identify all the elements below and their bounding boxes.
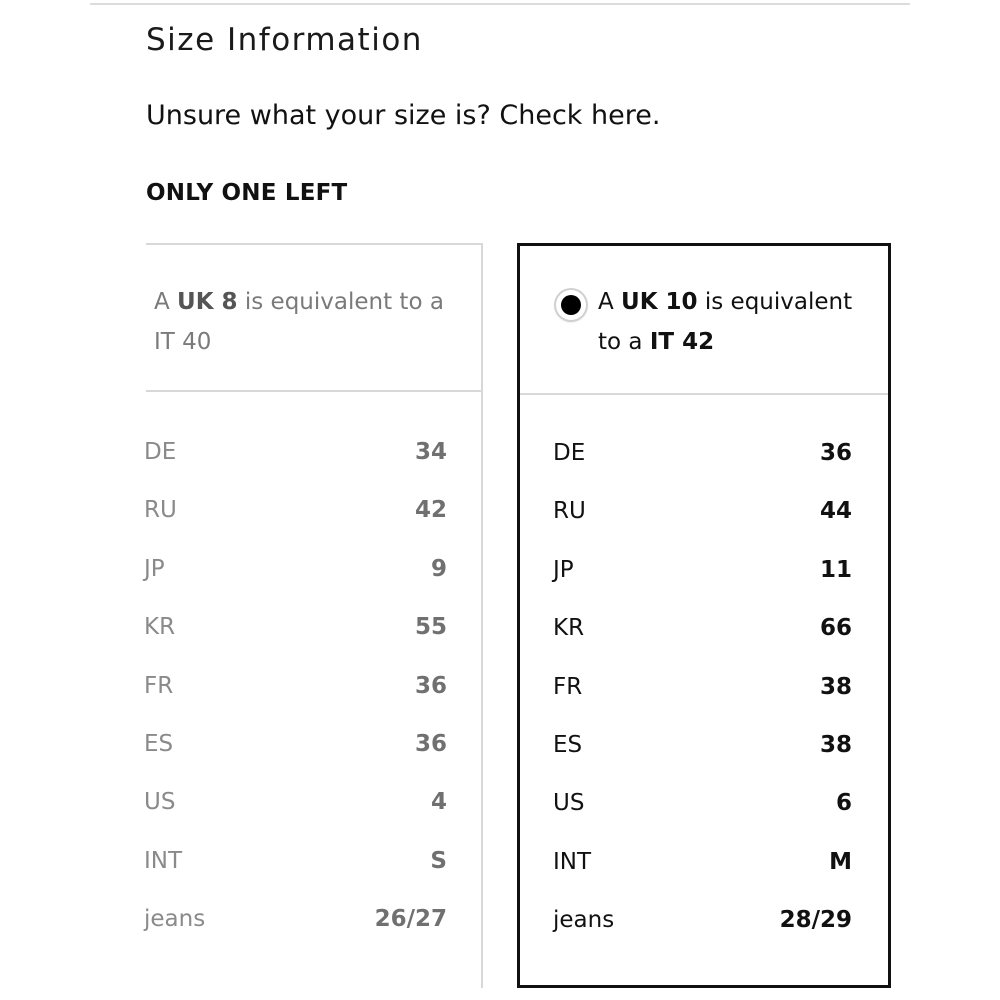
conversion-row-es <box>146 731 481 789</box>
row-label: DE <box>553 440 586 466</box>
conversion-row-ru <box>146 497 481 555</box>
conversion-row-kr <box>520 615 888 673</box>
row-value: 66 <box>819 615 852 642</box>
row-label: DE <box>144 439 177 465</box>
size-equivalence-text <box>154 282 454 362</box>
section-title: Size Information <box>146 22 423 58</box>
row-value: 9 <box>430 555 447 582</box>
uk-size: UK 10 <box>621 289 698 315</box>
row-value: 36 <box>414 730 447 757</box>
row-value: 11 <box>819 556 852 583</box>
row-value: 42 <box>414 497 447 524</box>
row-label: US <box>553 790 585 817</box>
conversion-row-int <box>146 848 481 906</box>
conversion-row-fr <box>520 674 888 732</box>
header-middle: is equivalent to a <box>598 289 853 355</box>
row-value: S <box>430 847 447 874</box>
conversion-row-de <box>146 439 481 497</box>
stock-notice: ONLY ONE LEFT <box>146 180 348 206</box>
row-label: KR <box>553 615 585 642</box>
conversion-row-es <box>520 732 888 790</box>
conversion-row-ru <box>520 498 888 556</box>
row-label: RU <box>553 498 586 525</box>
row-value: M <box>829 848 852 875</box>
row-label: INT <box>144 847 183 874</box>
size-option-header <box>146 245 481 392</box>
conversion-row-jeans <box>146 906 481 964</box>
conversion-row-fr <box>146 673 481 731</box>
header-prefix: A <box>154 289 170 315</box>
conversion-row-de <box>520 440 888 498</box>
row-label: FR <box>553 673 583 700</box>
row-value: 28/29 <box>779 907 852 934</box>
row-label: jeans <box>144 906 206 933</box>
row-value: 44 <box>819 498 852 525</box>
conversion-row-int <box>520 849 888 907</box>
conversion-row-us <box>146 789 481 847</box>
row-value: 38 <box>819 731 852 758</box>
header-prefix: A <box>598 289 614 315</box>
radio-dot-icon <box>561 295 581 315</box>
conversion-row-kr <box>146 614 481 672</box>
row-value: 55 <box>414 614 447 641</box>
row-label: KR <box>144 614 176 641</box>
row-label: ES <box>553 731 583 758</box>
row-label: JP <box>553 556 574 583</box>
row-label: JP <box>144 555 165 582</box>
row-value: 36 <box>414 672 447 699</box>
conversion-list <box>146 439 481 965</box>
size-option-card-uk8[interactable] <box>146 243 483 988</box>
uk-size: UK 8 <box>177 289 238 315</box>
header-middle: is equivalent to a <box>244 289 444 315</box>
it-size: IT 42 <box>649 329 715 355</box>
row-label: INT <box>553 848 592 875</box>
row-value: 34 <box>414 439 447 465</box>
conversion-row-us <box>520 790 888 848</box>
it-size: IT 40 <box>154 329 212 355</box>
row-label: ES <box>144 730 174 757</box>
size-option-header <box>520 246 888 395</box>
conversion-row-jp <box>146 556 481 614</box>
row-value: 36 <box>819 440 852 466</box>
size-equivalence-text <box>598 282 858 362</box>
conversion-row-jp <box>520 557 888 615</box>
row-value: 26/27 <box>374 906 447 933</box>
size-option-card-uk10[interactable] <box>517 243 891 988</box>
row-value: 4 <box>430 789 447 816</box>
row-value: 6 <box>835 790 852 817</box>
radio-selected-icon[interactable] <box>556 290 586 320</box>
row-label: FR <box>144 672 174 699</box>
top-divider <box>90 3 910 5</box>
row-label: US <box>144 789 176 816</box>
row-label: jeans <box>553 907 615 934</box>
conversion-list <box>520 440 888 966</box>
conversion-row-jeans <box>520 907 888 965</box>
row-value: 38 <box>819 673 852 700</box>
row-label: RU <box>144 497 177 524</box>
size-guide-link[interactable]: Unsure what your size is? Check here. <box>146 100 661 131</box>
